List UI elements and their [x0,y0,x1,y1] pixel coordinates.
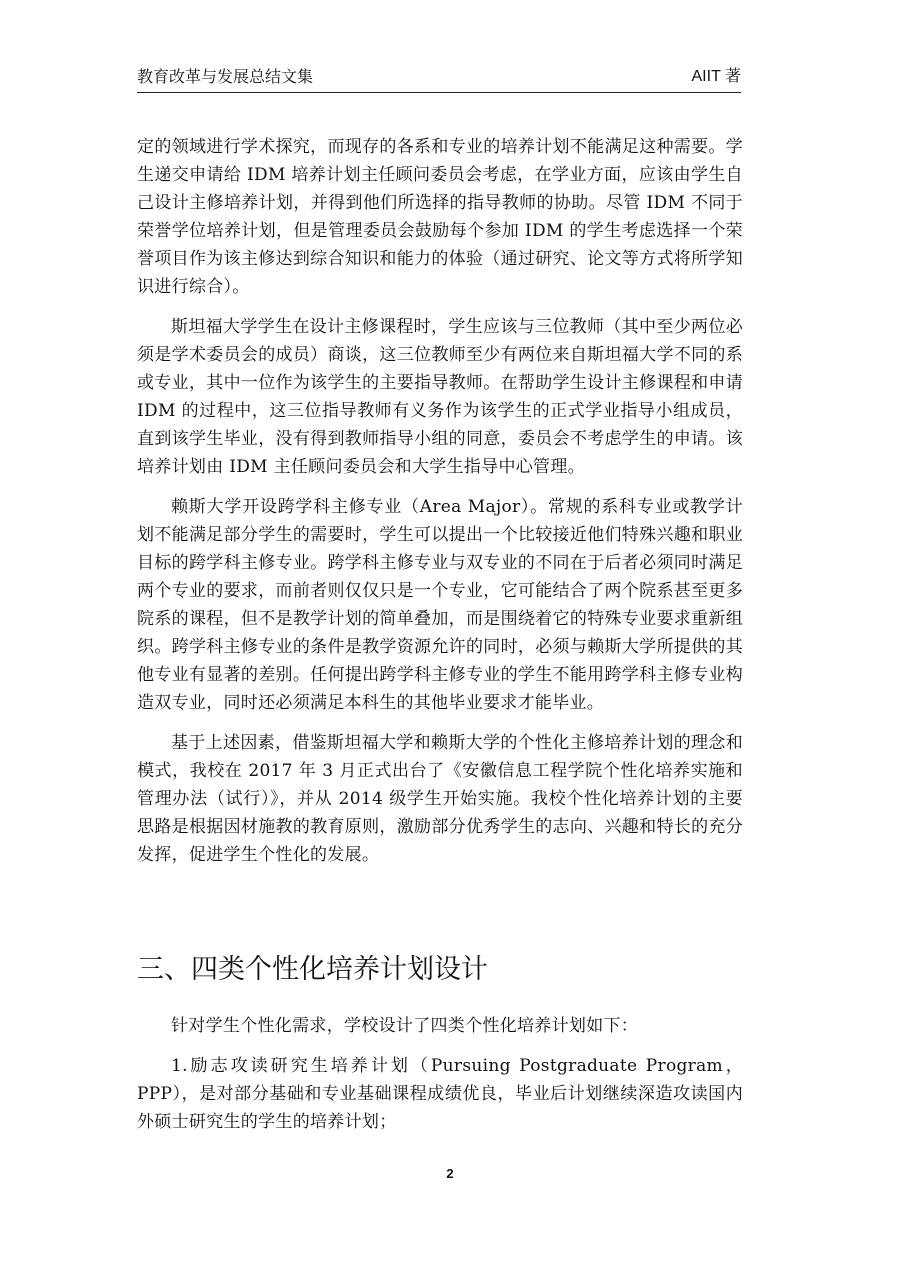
section-item-ppp: 1.励志攻读研究生培养计划（Pursuing Postgraduate Program，PPP），是对部分基础和专业基础课程成绩优良，毕业后计划继续深造攻读国内外硕士研究生的学生的培养计划； [137,1056,743,1132]
paragraph-continued: 定的领域进行学术探究，而现存的各系和专业的培养计划不能满足这种需要。学生递交申请给 IDM 培养计划主任顾问委员会考虑，在学业方面，应该由学生自己设计主修培养计划，并得到他们所选择的指导教师的协助。尽管 IDM 不同于荣誉学位培养计划，但是管理委员会鼓励每个参加 IDM 的学生考虑选择一个荣誉项目作为该主修达到综合知识和能力的体验（通过研究、论文等方式将所学知识进行综合）。 [137,137,743,297]
paragraph-our-school: 基于上述因素，借鉴斯坦福大学和赖斯大学的个性化主修培养计划的理念和模式，我校在 2017 年 3 月正式出台了《安徽信息工程学院个性化培养实施和管理办法（试行）》，并从 2014 级学生开始实施。我校个性化培养计划的主要思路是根据因材施教的教育原则，激励部分优秀学生的志向、兴趣和特长的充分发挥，促进学生个性化的发展。 [137,733,743,865]
running-header [137,66,741,93]
section-body [137,1012,743,1148]
paragraph-stanford: 斯坦福大学学生在设计主修课程时，学生应该与三位教师（其中至少两位必须是学术委员会的成员）商谈，这三位教师至少有两位来自斯坦福大学不同的系或专业，其中一位作为该学生的主要指导教师。在帮助学生设计主修课程和申请 IDM 的过程中，这三位指导教师有义务作为该学生的正式学业指导小组成员，直到该学生毕业，没有得到教师指导小组的同意，委员会不考虑学生的申请。该培养计划由 IDM 主任顾问委员会和大学生指导中心管理。 [137,317,743,477]
header-book-title: 教育改革与发展总结文集 [137,67,314,86]
section-heading: 三、四类个性化培养计划设计 [137,954,488,985]
paragraph-rice: 赖斯大学开设跨学科主修专业（Area Major）。常规的系科专业或教学计划不能满足部分学生的需要时，学生可以提出一个比较接近他们特殊兴趣和职业目标的跨学科主修专业。跨学科主修专业与双专业的不同在于后者必须同时满足两个专业的要求，而前者则仅仅只是一个专业，它可能结合了两个院系甚至更多院系的课程，但不是教学计划的简单叠加，而是围绕着它的特殊专业要求重新组织。跨学科主修专业的条件是教学资源允许的同时，必须与赖斯大学所提供的其他专业有显著的差别。任何提出跨学科主修专业的学生不能用跨学科主修专业构造双专业，同时还必须满足本科生的其他毕业要求才能毕业。 [137,497,743,713]
section-intro-paragraph: 针对学生个性化需求，学校设计了四类个性化培养计划如下： [171,1016,639,1036]
body-text [137,133,743,881]
page-number: 2 [446,1166,454,1181]
header-author: AIIT 著 [691,68,741,85]
